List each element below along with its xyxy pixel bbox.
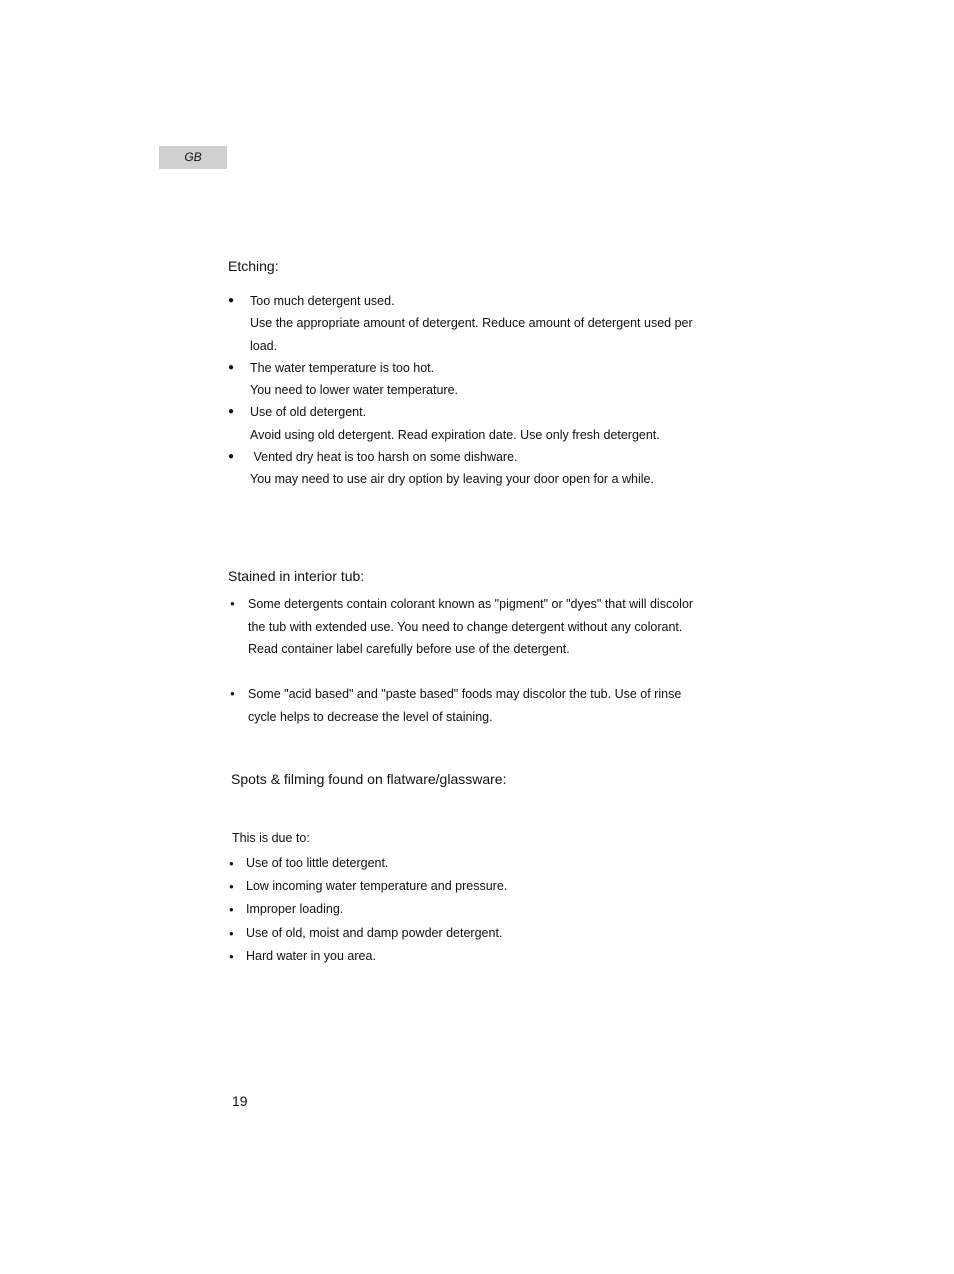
list-item [228,852,748,875]
bullet-icon: ● [228,295,235,306]
cause-text: Too much detergent used. [250,294,395,308]
bullet-icon: ● [228,406,235,418]
list-item [228,875,748,898]
remedy-text: Use the appropriate amount of detergent. Reduce amount of detergent used per [250,316,693,331]
stained-list [228,593,748,728]
cause-text: Use of old detergent. [250,405,367,420]
list-item [228,683,748,728]
spots-intro: This is due to: [232,831,310,845]
list-item [228,922,748,945]
item-text: Hard water in you area. [246,948,376,963]
etching-heading: Etching: [228,258,279,274]
bullet-icon: ● [228,451,235,463]
remedy-text: load. [250,338,278,353]
bullet-icon: ● [230,599,235,608]
list-item [228,945,748,968]
item-text: the tub with extended use. You need to change detergent without any colorant. [248,619,683,634]
remedy-text: You need to lower water temperature. [250,383,458,398]
language-tag: GB [159,146,227,169]
list-item [228,593,748,661]
list-item [228,357,748,402]
bullet-icon: ● [229,905,234,915]
item-text: Some detergents contain colorant known as "pigment" or "dyes" that will discolor [248,597,694,611]
spots-list [228,852,748,968]
item-text: Improper loading. [246,902,344,917]
stained-heading: Stained in interior tub: [228,568,365,584]
page-number: 19 [232,1093,248,1109]
cause-text: The water temperature is too hot. [250,360,435,375]
bullet-icon: ● [228,361,235,373]
bullet-icon: ● [229,928,234,938]
cause-text: Vented dry heat is too harsh on some dishware. [250,450,518,465]
bullet-icon: ● [230,689,235,698]
item-text: Some "acid based" and "paste based" foods may discolor the tub. Use of rinse [248,687,682,701]
remedy-text: You may need to use air dry option by leaving your door open for a while. [250,472,654,487]
list-item [228,446,748,491]
list-item [228,898,748,921]
list-item [228,290,748,357]
item-text: cycle helps to decrease the level of staining. [248,709,493,724]
bullet-icon: ● [229,859,234,868]
item-text: Use of old, moist and damp powder detergent. [246,925,503,940]
etching-list [228,290,748,491]
spots-heading: Spots & filming found on flatware/glassware: [231,771,507,787]
remedy-text: Avoid using old detergent. Read expiration date. Use only fresh detergent. [250,427,660,442]
bullet-icon: ● [229,951,234,961]
bullet-icon: ● [229,882,234,892]
item-text: Use of too little detergent. [246,856,389,870]
item-text: Low incoming water temperature and pressure. [246,879,508,894]
list-item [228,401,748,446]
item-text: Read container label carefully before use of the detergent. [248,642,570,656]
